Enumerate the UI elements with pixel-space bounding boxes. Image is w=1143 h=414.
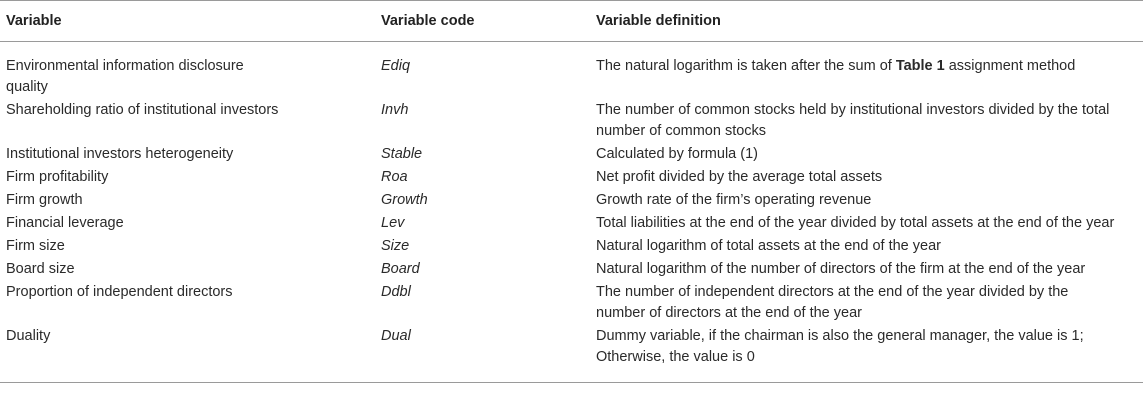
variable-cell <box>0 42 375 101</box>
variable-cell: Financial leverage <box>6 215 124 231</box>
variable-cell: Firm growth <box>6 192 83 208</box>
definition-line2: Otherwise, the value is 0 <box>596 349 755 365</box>
definition-cell: Growth rate of the firm’s operating revenue <box>596 192 872 208</box>
header-row <box>0 1 1143 42</box>
definition-cell: Calculated by formula (1) <box>596 146 758 162</box>
table-row <box>0 326 1143 383</box>
definition-line2: number of common stocks <box>596 123 767 139</box>
variable-cell: Firm size <box>6 238 65 254</box>
table-body <box>0 42 1143 383</box>
definition-cell: Natural logarithm of the number of directors of the firm at the end of the year <box>596 261 1086 277</box>
definition-line1: Dummy variable, if the chairman is also the general manager, the value is 1; <box>596 328 1084 344</box>
definition-cell <box>590 326 1143 383</box>
variable-name-line2: quality <box>6 79 48 95</box>
variable-cell: Shareholding ratio of institutional investors <box>6 102 279 118</box>
table-reference: Table 1 <box>895 58 945 74</box>
definition-cell <box>590 100 1143 144</box>
variable-code-cell: Size <box>381 238 410 254</box>
definition-post: assignment method <box>944 58 1076 74</box>
definition-cell: Total liabilities at the end of the year divided by total assets at the end of the year <box>596 215 1115 231</box>
variable-code-cell: Roa <box>381 169 408 185</box>
variable-code-cell: Ddbl <box>381 284 411 300</box>
variable-code-cell: Invh <box>381 102 409 118</box>
table-row <box>0 144 1143 167</box>
table-row <box>0 100 1143 144</box>
table-header <box>0 1 1143 42</box>
variable-code-cell: Dual <box>381 328 411 344</box>
variable-cell: Board size <box>6 261 75 277</box>
variable-cell: Duality <box>6 328 51 344</box>
definition-cell: Net profit divided by the average total assets <box>596 169 883 185</box>
variable-code-cell: Stable <box>381 146 423 162</box>
table-row <box>0 282 1143 326</box>
variable-cell: Firm profitability <box>6 169 109 185</box>
definition-line1: The number of common stocks held by institutional investors divided by the total <box>596 102 1110 118</box>
definition-pre: The natural logarithm is taken after the sum of <box>596 58 896 74</box>
variable-code-cell: Board <box>381 261 420 277</box>
header-variable-code: Variable code <box>381 12 475 29</box>
table-row <box>0 167 1143 190</box>
table-row <box>0 213 1143 236</box>
table-row <box>0 236 1143 259</box>
header-variable: Variable <box>6 12 62 29</box>
table-row <box>0 259 1143 282</box>
definition-cell <box>590 282 1143 326</box>
definition-cell: Natural logarithm of total assets at the end of the year <box>596 238 941 254</box>
variable-code-cell: Lev <box>381 215 405 231</box>
variable-cell: Institutional investors heterogeneity <box>6 146 234 162</box>
definition-line1: The number of independent directors at the end of the year divided by the <box>596 284 1069 300</box>
header-variable-definition: Variable definition <box>596 12 721 29</box>
table-row <box>0 42 1143 101</box>
variable-cell: Proportion of independent directors <box>6 284 233 300</box>
definition-cell <box>590 42 1143 101</box>
table-row <box>0 190 1143 213</box>
definition-line2: number of directors at the end of the year <box>596 305 862 321</box>
variable-name-line1: Environmental information disclosure <box>6 58 244 74</box>
variable-code-cell: Growth <box>381 192 428 208</box>
variable-code-cell: Ediq <box>381 58 411 74</box>
